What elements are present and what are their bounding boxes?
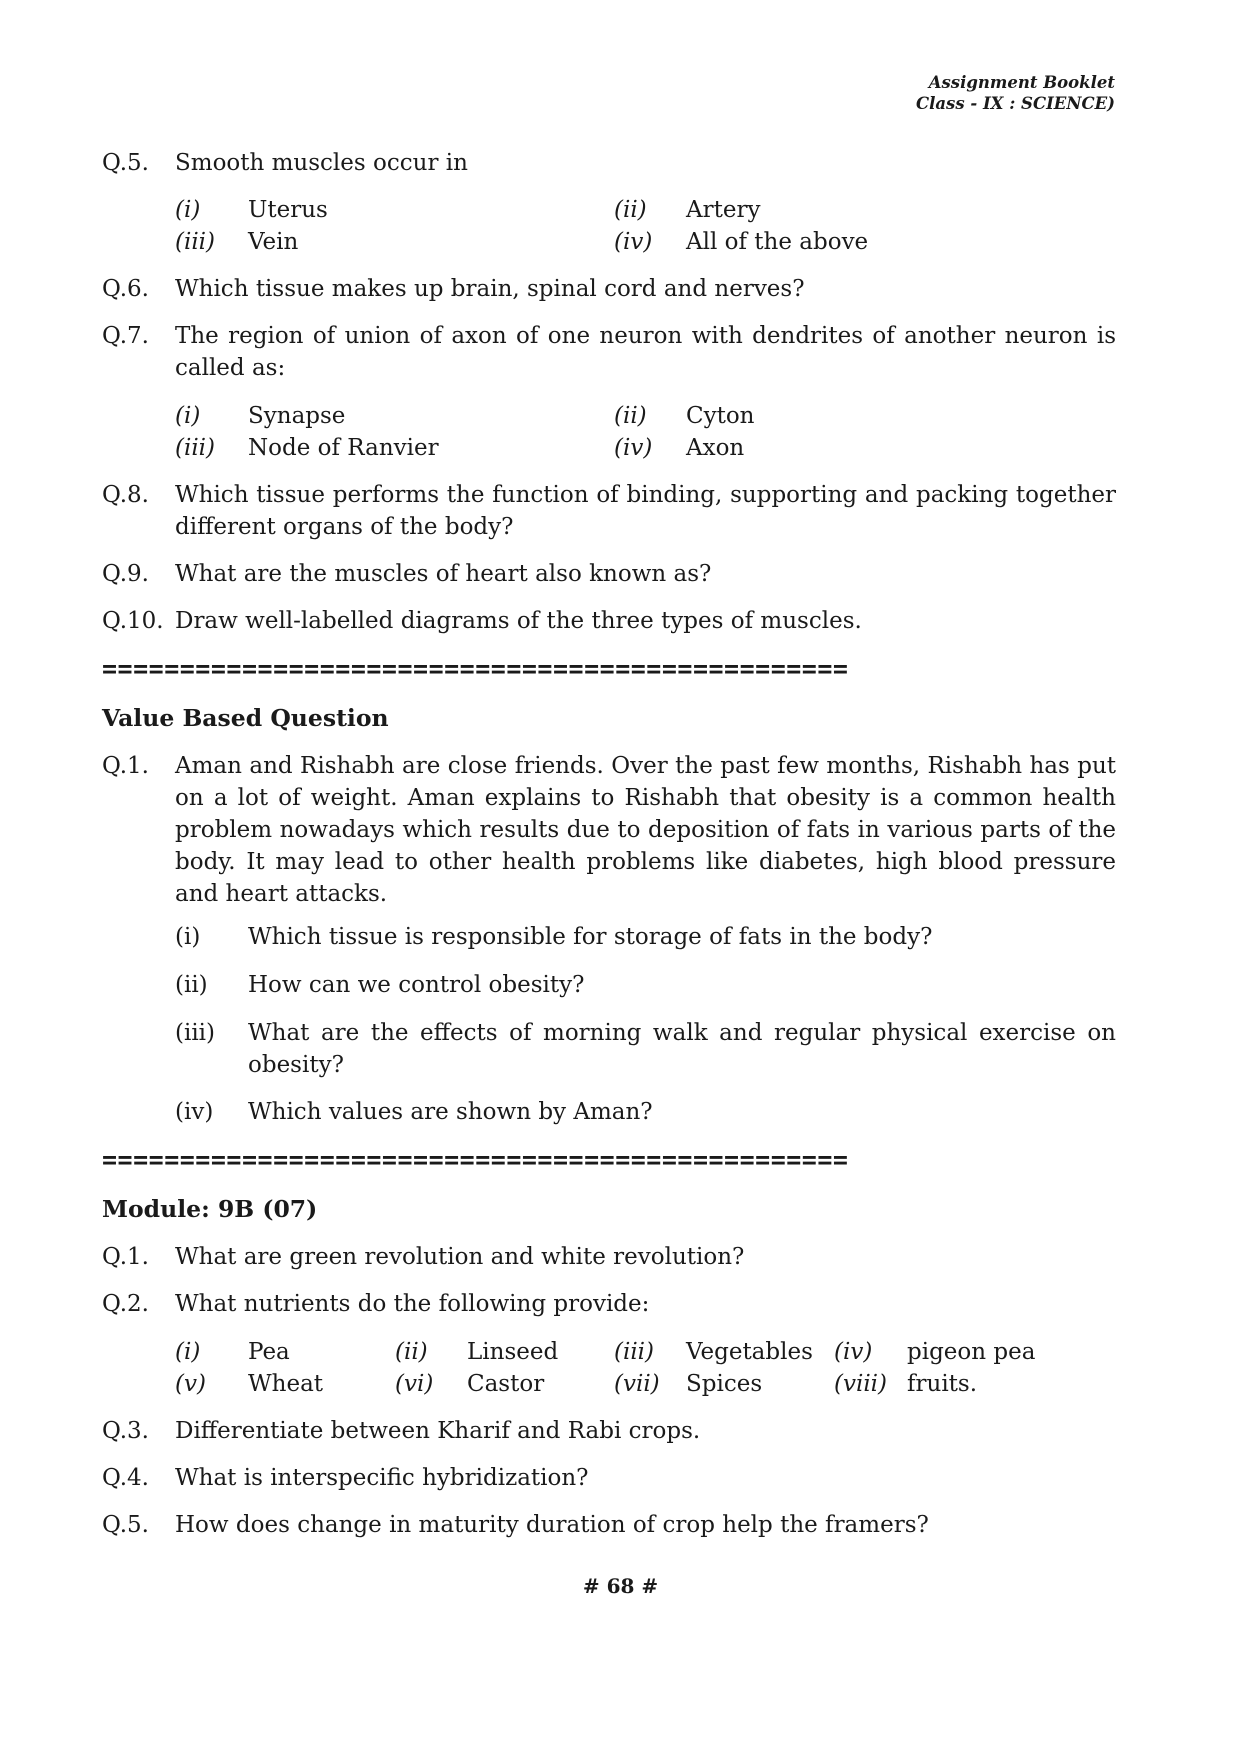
section-heading-value-based: Value Based Question bbox=[102, 704, 389, 732]
option-label: (iii) bbox=[175, 229, 216, 255]
option-label: (i) bbox=[175, 197, 201, 223]
option-label: (ii) bbox=[395, 1339, 428, 1365]
question-number: Q.3. bbox=[102, 1418, 149, 1444]
option-label: (i) bbox=[175, 1339, 201, 1365]
option-label: (iii) bbox=[614, 1339, 655, 1365]
option-label: (iii) bbox=[175, 435, 216, 461]
question-number: Q.5. bbox=[102, 150, 149, 176]
question-text: How does change in maturity duration of crop help the framers? bbox=[175, 1512, 929, 1538]
option-text: Castor bbox=[467, 1371, 545, 1397]
section-heading-module: Module: 9B (07) bbox=[102, 1195, 318, 1223]
question-number: Q.9. bbox=[102, 561, 149, 587]
option-text: Uterus bbox=[248, 197, 328, 223]
question-number: Q.2. bbox=[102, 1291, 149, 1317]
option-text: All of the above bbox=[686, 229, 869, 255]
option-text: Vegetables bbox=[686, 1339, 813, 1365]
option-text: Spices bbox=[686, 1371, 763, 1397]
option-text: Node of Ranvier bbox=[248, 435, 439, 461]
sub-question-label: (i) bbox=[175, 924, 201, 950]
section-separator: ================================================ bbox=[102, 654, 849, 683]
question-text: Which tissue makes up brain, spinal cord and nerves? bbox=[175, 276, 805, 302]
question-number: Q.4. bbox=[102, 1465, 149, 1491]
option-label: (vi) bbox=[395, 1371, 434, 1397]
question-text: What is interspecific hybridization? bbox=[175, 1465, 589, 1491]
question-text: Smooth muscles occur in bbox=[175, 150, 468, 176]
question-text: Which tissue performs the function of binding, supporting and packing together different organs of the body? bbox=[175, 482, 1116, 540]
option-text: Linseed bbox=[467, 1339, 559, 1365]
sub-question-text: What are the effects of morning walk and regular physical exercise on obesity? bbox=[248, 1020, 1116, 1078]
option-label: (ii) bbox=[614, 197, 647, 223]
question-number: Q.8. bbox=[102, 482, 149, 508]
option-label: (iv) bbox=[834, 1339, 873, 1365]
sub-question-label: (iv) bbox=[175, 1099, 214, 1125]
sub-question-text: Which values are shown by Aman? bbox=[248, 1099, 653, 1125]
option-text: Artery bbox=[686, 197, 761, 223]
question-text: Aman and Rishabh are close friends. Over the past few months, Rishabh has put on a lot of weight. Aman explains to Rishabh that obesity is a common health problem nowadays which results due to deposition of fats in various parts of the body. It may lead to other health problems like diabetes, high blood pressure and heart attacks. bbox=[175, 753, 1116, 907]
option-text: Pea bbox=[248, 1339, 290, 1365]
option-label: (iv) bbox=[614, 229, 653, 255]
question-number: Q.1. bbox=[102, 753, 149, 779]
question-text: Draw well-labelled diagrams of the three types of muscles. bbox=[175, 608, 862, 634]
option-label: (iv) bbox=[614, 435, 653, 461]
option-text: pigeon pea bbox=[907, 1339, 1036, 1365]
option-label: (ii) bbox=[614, 403, 647, 429]
sub-question-text: Which tissue is responsible for storage of fats in the body? bbox=[248, 924, 933, 950]
question-text: What are the muscles of heart also known as? bbox=[175, 561, 712, 587]
header-booklet-title: Assignment Booklet bbox=[928, 73, 1115, 92]
option-label: (vii) bbox=[614, 1371, 660, 1397]
option-label: (viii) bbox=[834, 1371, 888, 1397]
sub-question-label: (ii) bbox=[175, 972, 208, 998]
page-header bbox=[916, 72, 1115, 114]
option-label: (i) bbox=[175, 403, 201, 429]
sub-question-label: (iii) bbox=[175, 1020, 216, 1046]
question-number: Q.10. bbox=[102, 608, 164, 634]
option-text: Wheat bbox=[248, 1371, 324, 1397]
option-label: (v) bbox=[175, 1371, 206, 1397]
sub-question-text: How can we control obesity? bbox=[248, 972, 585, 998]
page-number: # 68 # bbox=[582, 1574, 659, 1598]
question-number: Q.1. bbox=[102, 1244, 149, 1270]
question-number: Q.5. bbox=[102, 1512, 149, 1538]
question-text: Differentiate between Kharif and Rabi crops. bbox=[175, 1418, 701, 1444]
question-text: The region of union of axon of one neuron with dendrites of another neuron is called as: bbox=[175, 323, 1116, 381]
section-separator: ================================================ bbox=[102, 1145, 849, 1174]
question-text: What are green revolution and white revolution? bbox=[175, 1244, 745, 1270]
header-class-subject: Class - IX : SCIENCE) bbox=[915, 94, 1115, 113]
option-text: Cyton bbox=[686, 403, 755, 429]
question-number: Q.6. bbox=[102, 276, 149, 302]
option-text: Vein bbox=[248, 229, 299, 255]
option-text: Synapse bbox=[248, 403, 346, 429]
option-text: Axon bbox=[686, 435, 745, 461]
question-number: Q.7. bbox=[102, 323, 149, 349]
question-text: What nutrients do the following provide: bbox=[175, 1291, 650, 1317]
option-text: fruits. bbox=[907, 1371, 978, 1397]
